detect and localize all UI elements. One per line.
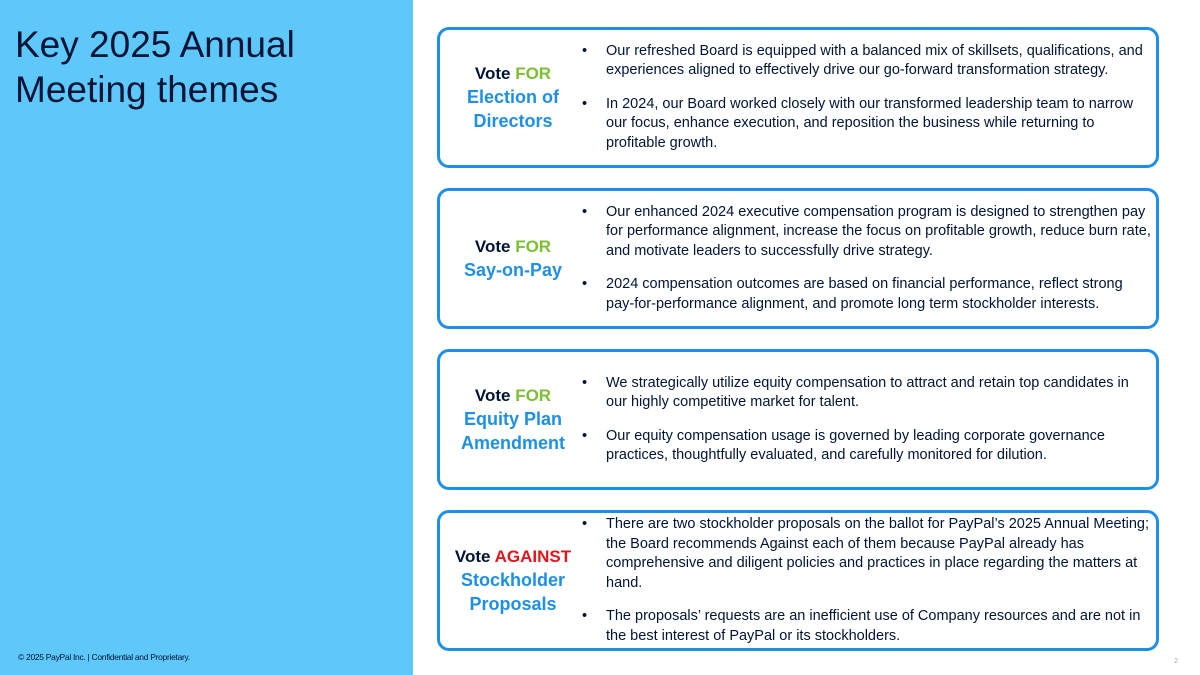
bullet-item: • We strategically utilize equity compensation to attract and retain top candidates in our highly competitive market for talent. bbox=[570, 374, 1152, 413]
bullet-item: • 2024 compensation outcomes are based on financial performance, reflect strong pay-for-performance alignment, and promote long term stockholder interests. bbox=[570, 275, 1152, 314]
theme-card-equity-plan bbox=[437, 349, 1159, 490]
vote-for-label: FOR bbox=[515, 63, 552, 83]
vote-label: Vote bbox=[474, 63, 511, 83]
bullet-list bbox=[570, 30, 1152, 165]
vote-topic: Equity Plan Amendment bbox=[460, 408, 565, 453]
bullet-item: • Our enhanced 2024 executive compensation program is designed to strengthen pay for performance alignment, increase the focus on profitable growth, reduce burn rate, and motivate leaders to successfully drive strategy. bbox=[570, 203, 1152, 262]
bullet-item: • In 2024, our Board worked closely with our transformed leadership team to narrow our focus, enhance execution, and reposition the business while returning to profitable growth. bbox=[570, 95, 1152, 154]
vote-label: Vote bbox=[474, 385, 511, 405]
bullet-list bbox=[570, 352, 1152, 487]
bullet-list bbox=[570, 191, 1152, 326]
vote-recommendation bbox=[440, 513, 586, 648]
footer-confidential: © 2025 PayPal Inc. | Confidential and Proprietary. bbox=[18, 652, 190, 662]
vote-recommendation bbox=[440, 30, 586, 165]
bullet-list bbox=[570, 513, 1152, 648]
theme-card-stockholder-proposals bbox=[437, 510, 1159, 651]
vote-recommendation bbox=[440, 191, 586, 326]
bullet-item: • Our refreshed Board is equipped with a balanced mix of skillsets, qualifications, and experiences aligned to effectively drive our go-forward transformation strategy. bbox=[570, 42, 1152, 81]
left-panel bbox=[0, 0, 413, 675]
vote-label: Vote bbox=[474, 236, 511, 256]
vote-for-label: FOR bbox=[515, 385, 552, 405]
bullet-item: • There are two stockholder proposals on the ballot for PayPal’s 2025 Annual Meeting; the Board recommends Against each of them because PayPal already has comprehensive and diligent policies and practices in place regarding the matters at hand. bbox=[570, 515, 1152, 593]
bullet-item: • Our equity compensation usage is governed by leading corporate governance practices, thoughtfully evaluated, and carefully monitored for dilution. bbox=[570, 427, 1152, 466]
vote-for-label: FOR bbox=[515, 236, 552, 256]
vote-topic: Election of Directors bbox=[466, 86, 559, 131]
page-title: Key 2025 Annual Meeting themes bbox=[15, 24, 295, 110]
bullet-item: • The proposals’ requests are an inefficient use of Company resources and are not in the best interest of PayPal or its stockholders. bbox=[570, 607, 1152, 646]
theme-card-election bbox=[437, 27, 1159, 168]
vote-topic: Stockholder Proposals bbox=[460, 569, 566, 614]
vote-recommendation bbox=[440, 352, 586, 487]
theme-card-say-on-pay bbox=[437, 188, 1159, 329]
page-number: 2 bbox=[1174, 658, 1178, 665]
vote-label: Vote bbox=[454, 546, 491, 566]
vote-against-label: AGAINST bbox=[494, 546, 572, 566]
vote-topic: Say-on-Pay bbox=[463, 259, 563, 280]
